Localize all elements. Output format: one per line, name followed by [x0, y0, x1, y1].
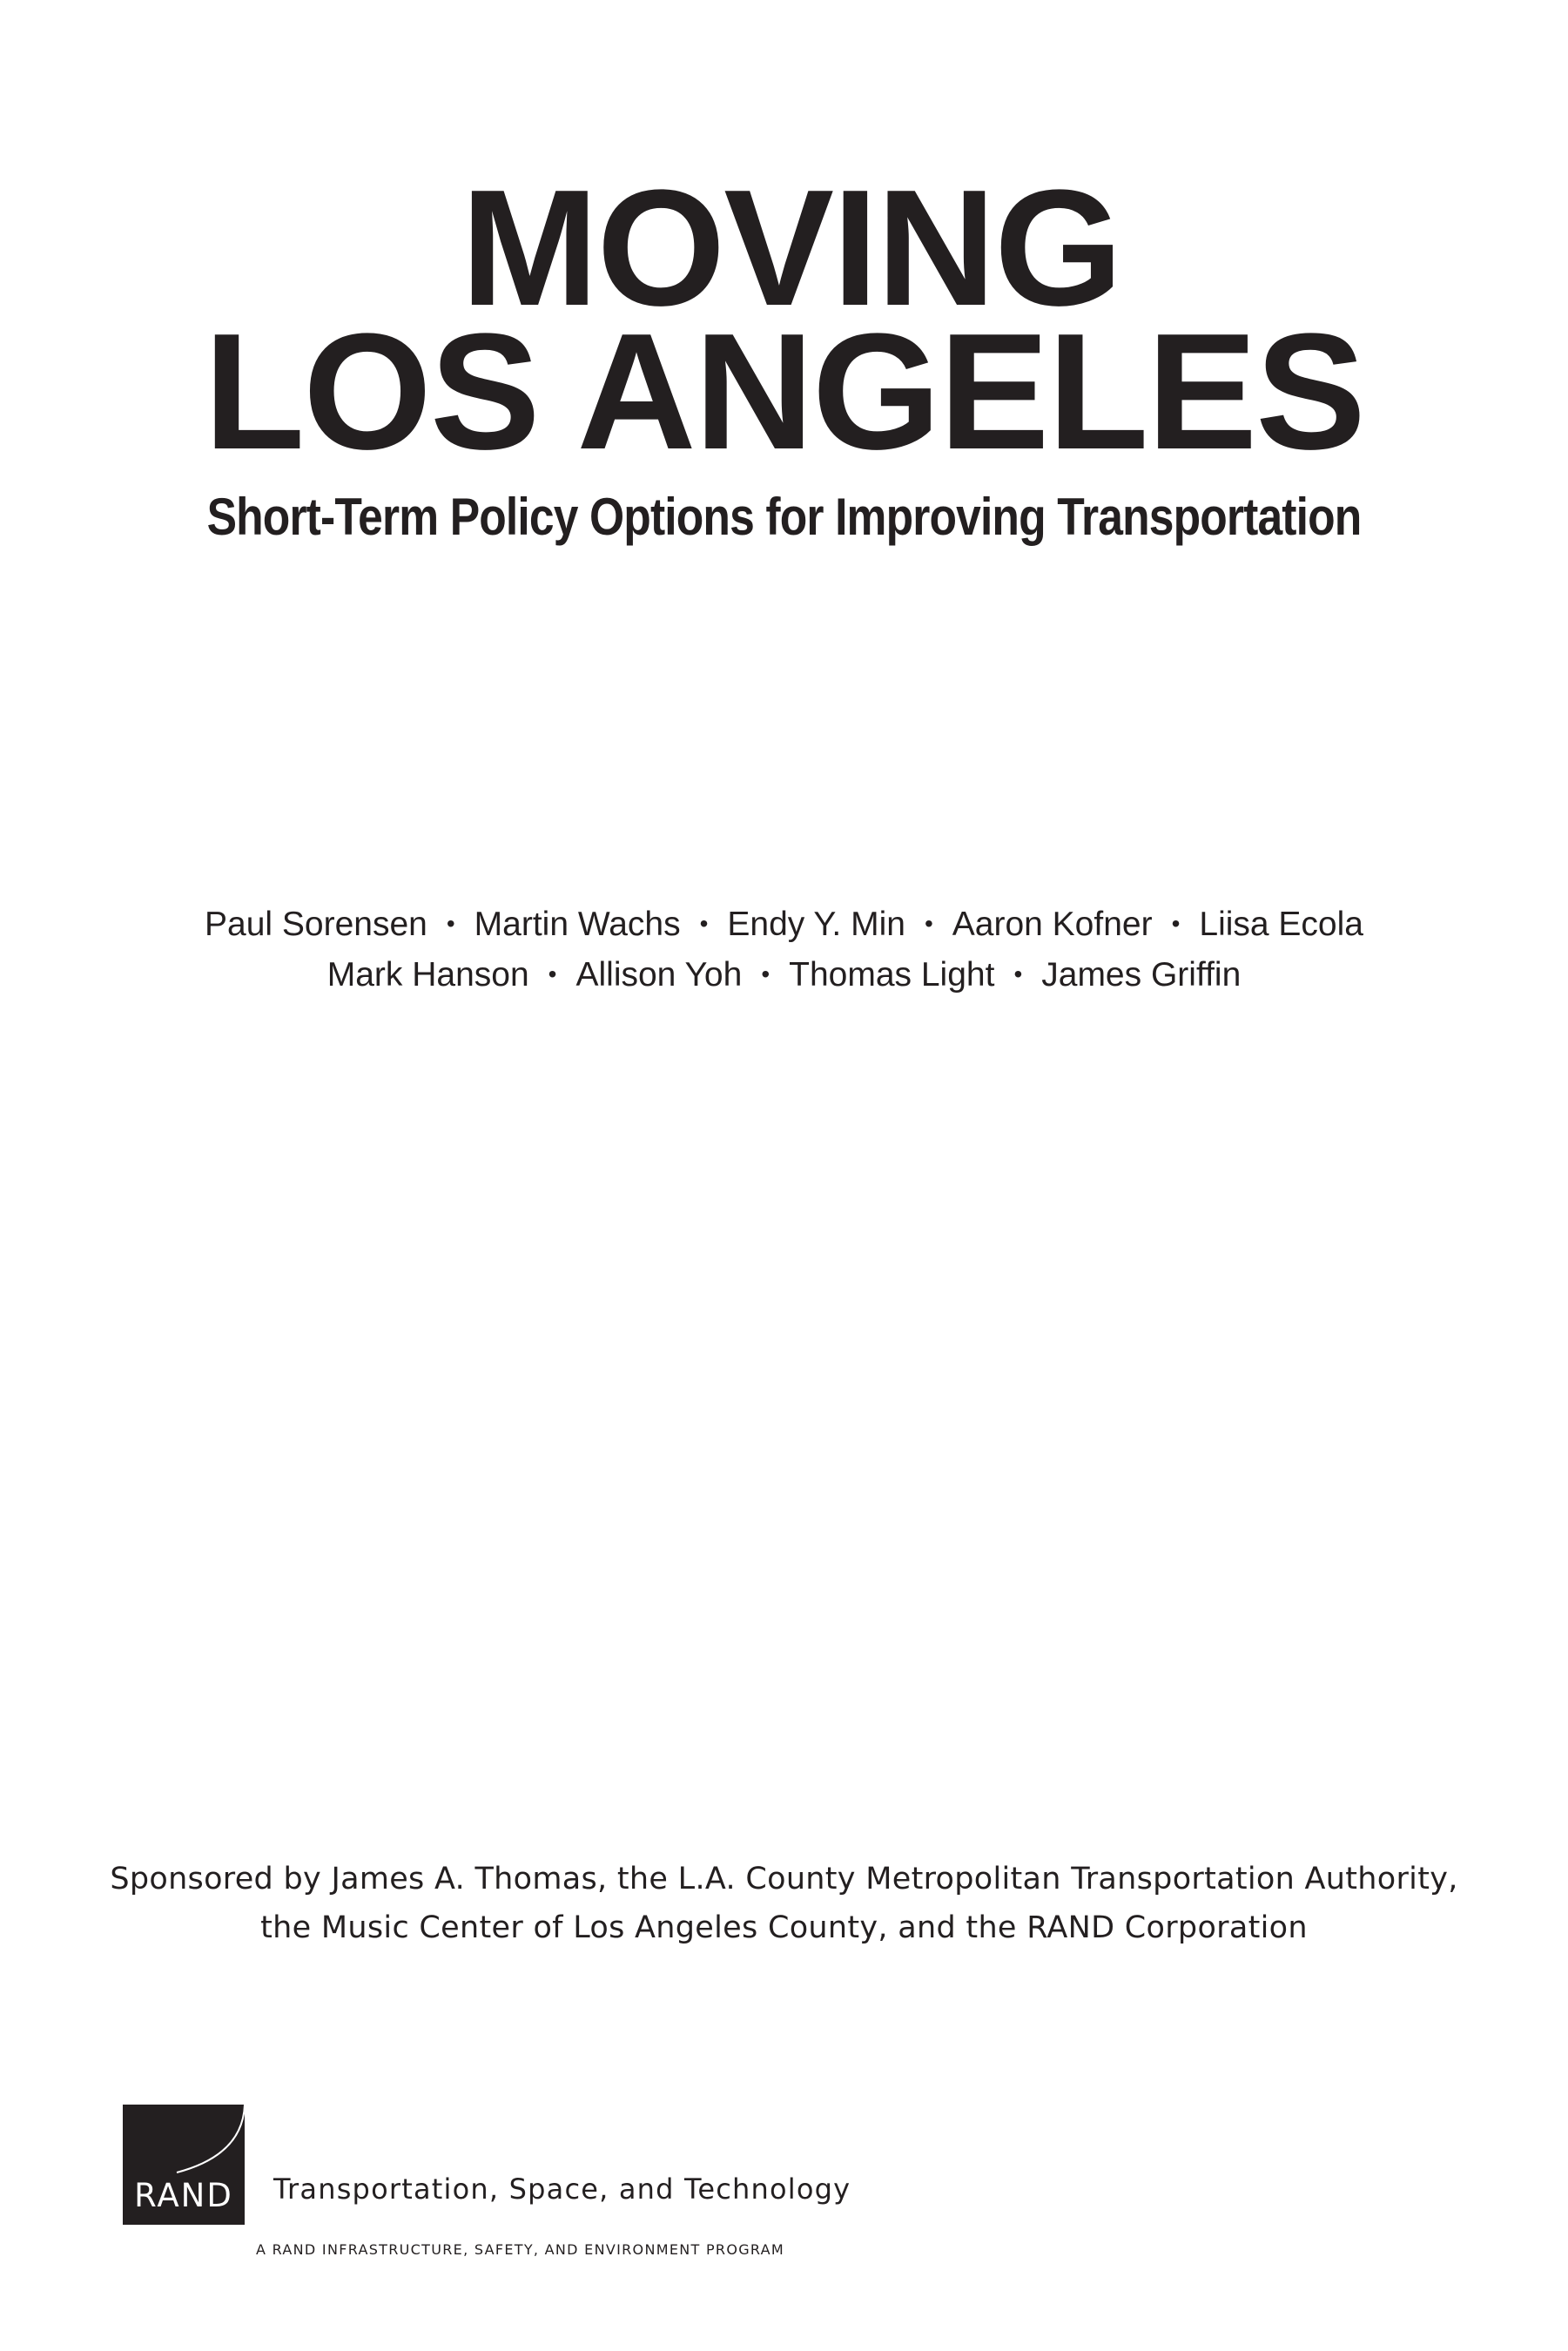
author-separator: • [699, 910, 709, 937]
author-name: Mark Hanson [326, 956, 529, 994]
sponsor-line-2: the Music Center of Los Angeles County, and the RAND Corporation [260, 1910, 1308, 1945]
author-name: Endy Y. Min [727, 906, 905, 943]
author-name: James Griffin [1041, 956, 1242, 994]
authors-row-2 [0, 953, 1568, 997]
authors-row-1 [0, 902, 1568, 946]
title-line-1: MOVING [461, 156, 1121, 340]
author-name: Thomas Light [789, 956, 995, 994]
author-name: Martin Wachs [474, 906, 681, 943]
sponsor-line-1: Sponsored by James A. Thomas, the L.A. County Metropolitan Transportation Authority, [110, 1862, 1458, 1896]
author-separator: • [1013, 960, 1023, 987]
rand-logo [123, 2105, 245, 2225]
title-line-2: LOS ANGELES [204, 300, 1364, 484]
author-name: Liisa Ecola [1199, 906, 1363, 943]
author-name: Allison Yoh [575, 956, 743, 994]
author-separator: • [761, 960, 771, 987]
author-name: Aaron Kofner [952, 906, 1153, 943]
author-separator: • [1171, 910, 1181, 937]
author-separator: • [924, 910, 933, 937]
subtitle: Short-Term Policy Options for Improving Transportation [206, 488, 1362, 546]
author-separator: • [548, 960, 557, 987]
author-name: Paul Sorensen [205, 906, 427, 943]
division-name: Transportation, Space, and Technology [273, 2172, 851, 2206]
program-name: A RAND INFRASTRUCTURE, SAFETY, AND ENVIRONMENT PROGRAM [256, 2241, 785, 2258]
rand-wordmark: RAND [134, 2177, 233, 2214]
author-separator: • [446, 910, 455, 937]
